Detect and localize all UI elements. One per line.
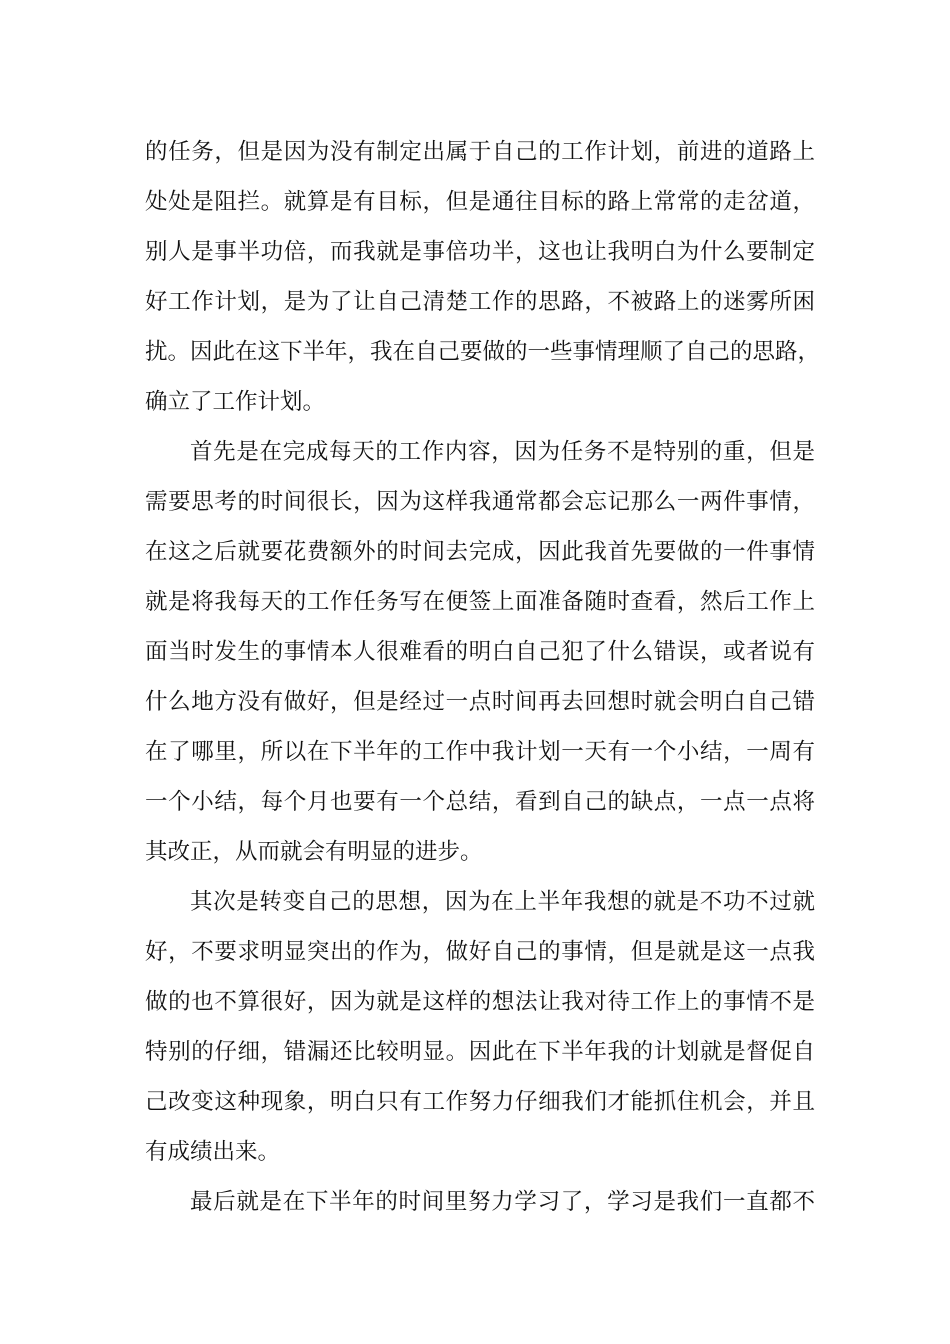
text-line: 一个小结，每个月也要有一个总结，看到自己的缺点，一点一点将 — [145, 789, 815, 815]
text-line: 做的也不算很好，因为就是这样的想法让我对待工作上的事情不是 — [145, 989, 815, 1015]
text-line: 别人是事半功倍，而我就是事倍功半，这也让我明白为什么要制定 — [145, 239, 815, 265]
text-line: 最后就是在下半年的时间里努力学习了，学习是我们一直都不 — [190, 1189, 815, 1215]
text-line: 首先是在完成每天的工作内容，因为任务不是特别的重，但是 — [190, 439, 815, 465]
text-line: 其改正，从而就会有明显的进步。 — [145, 839, 483, 865]
text-line: 在了哪里，所以在下半年的工作中我计划一天有一个小结，一周有 — [145, 739, 815, 765]
text-line: 好，不要求明显突出的作为，做好自己的事情，但是就是这一点我 — [145, 939, 815, 965]
text-line: 其次是转变自己的思想，因为在上半年我想的就是不功不过就 — [190, 889, 815, 915]
text-line: 扰。因此在这下半年，我在自己要做的一些事情理顺了自己的思路， — [145, 339, 821, 365]
text-line: 面当时发生的事情本人很难看的明白自己犯了什么错误，或者说有 — [145, 639, 815, 665]
text-line: 特别的仔细，错漏还比较明显。因此在下半年我的计划就是督促自 — [145, 1039, 815, 1065]
text-line: 确立了工作计划。 — [145, 389, 326, 415]
text-line: 需要思考的时间很长，因为这样我通常都会忘记那么一两件事情， — [145, 489, 815, 515]
text-line: 就是将我每天的工作任务写在便签上面准备随时查看，然后工作上 — [145, 589, 815, 615]
text-line: 有成绩出来。 — [145, 1139, 281, 1165]
text-line: 的任务，但是因为没有制定出属于自己的工作计划，前进的道路上 — [145, 139, 815, 165]
text-line: 好工作计划，是为了让自己清楚工作的思路，不被路上的迷雾所困 — [145, 289, 815, 315]
text-line: 处处是阻拦。就算是有目标，但是通往目标的路上常常的走岔道， — [145, 189, 815, 215]
text-line: 己改变这种现象，明白只有工作努力仔细我们才能抓住机会，并且 — [145, 1089, 815, 1115]
text-line: 在这之后就要花费额外的时间去完成，因此我首先要做的一件事情 — [145, 539, 815, 565]
text-line: 什么地方没有做好，但是经过一点时间再去回想时就会明白自己错 — [145, 689, 815, 715]
body-text — [145, 127, 821, 1227]
